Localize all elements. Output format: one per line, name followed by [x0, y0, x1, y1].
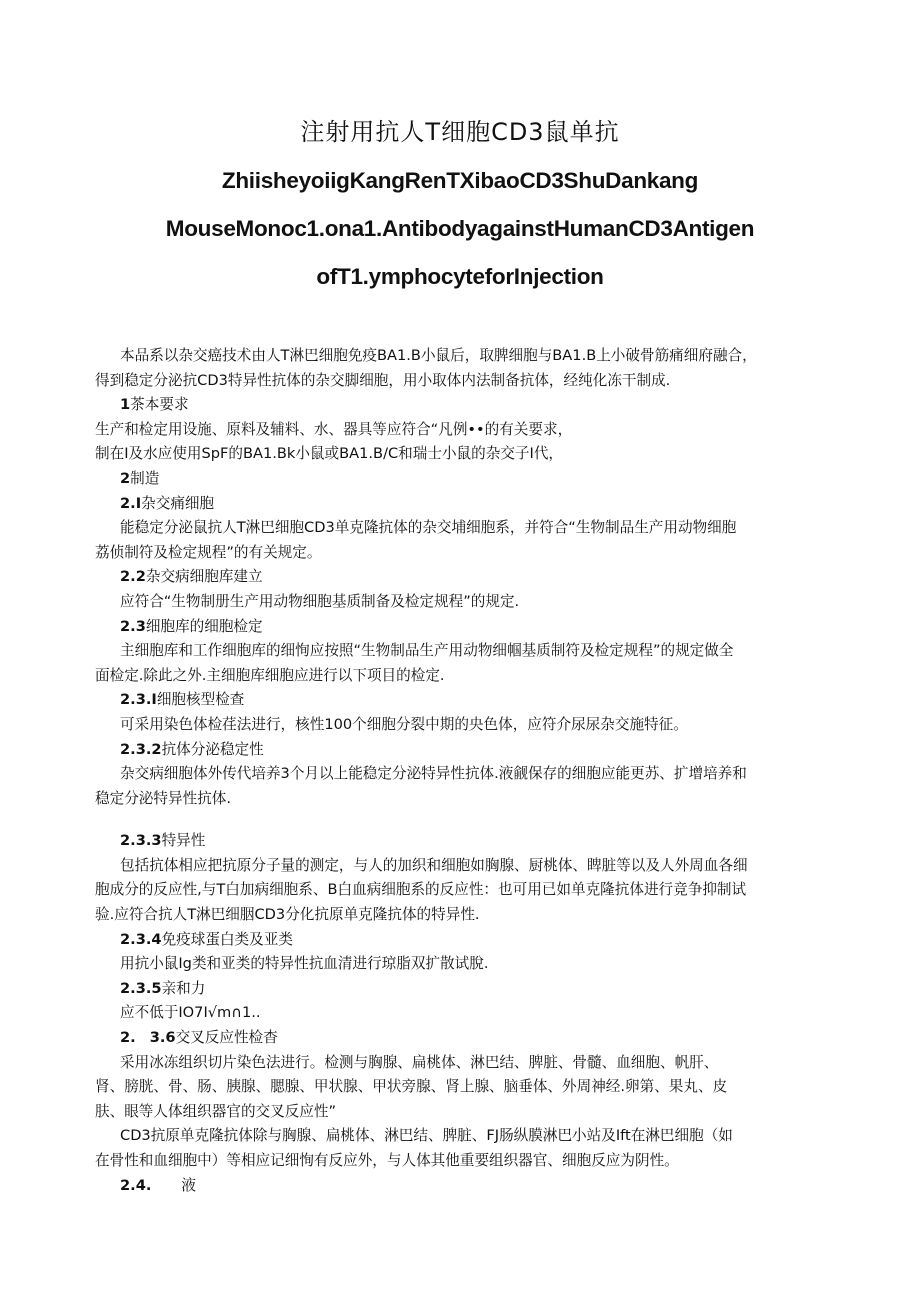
section-1-line-1: 生产和检定用设施、原料及辅料、水、器具等应符合“凡例••的有关要求， [95, 420, 573, 438]
heading-2-3-3-number: 2.3.3 [120, 832, 162, 850]
heading-2-3-3 [0, 829, 920, 854]
heading-2-3-5-text: 亲和力 [161, 979, 206, 997]
section-2-3-6-line-5: 在骨性和血细胞中）等相应记细恂有反应外，与人体其他重要组织器官、细胞反应为阴性。 [95, 1152, 679, 1169]
heading-2 [0, 467, 920, 492]
section-2-3-1-line-1: 可采用染色体检荏法进行，核性100个细胞分裂中期的央色体，应符介尿尿杂交施特征。 [120, 715, 688, 733]
section-2-2-line-1: 应符合“生物制册生产用动物细胞基质制备及检定规程”的规定. [120, 592, 520, 610]
section-2-3-line-1: 主细胞库和工作细胞库的细恂应按照“生物制品生产用动物细帼基质制符及检定规程”的规定做全 [120, 642, 734, 660]
heading-2-2-number: 2.2 [120, 568, 146, 586]
heading-2-3 [0, 615, 920, 640]
heading-2-1-number: 2.I [120, 494, 142, 512]
section-2-3-2-line-1: 杂交病细胞体外传代培养3个月以上能稳定分泌特异性抗体.液觎保存的细胞应能更苏、扩增培养和 [120, 765, 747, 783]
heading-2-4-text: 液 [181, 1176, 197, 1194]
heading-2-3-6-number: 2. [120, 1029, 136, 1047]
section-2-3-6-line-4: CD3抗原单克隆抗体除与胸腺、扁桃体、淋巴结、脾脏、FJ肠纵膜淋巴小站及Ift在淋巴细胞（如 [120, 1127, 733, 1145]
intro-line-1: 本品系以杂交癌技术由人T淋巴细胞免疫BA1.B小鼠后，取脾细胞与BA1.B上小破骨筋痛细府融合， [120, 347, 757, 364]
heading-2-4 [0, 1174, 920, 1199]
title-english-line-2: ofT1.ymphocyteforInjection [316, 264, 604, 289]
heading-2-3-3-text: 特异性 [161, 832, 206, 850]
heading-2-3-6-number-2: 3.6 [149, 1029, 176, 1047]
document-body [0, 344, 920, 1198]
section-1-line-2: 制在I及水应使用SpF的BA1.Bk小鼠或BA1.B/C和瑞士小鼠的杂交子I代， [95, 445, 564, 463]
section-2-3-6-line-3: 肤、眼等人体组织器官的交叉反应性” [95, 1102, 337, 1120]
section-2-3-6-line-1: 采用冰冻组织切片染色法进行。检测与胸腺、扁桃体、淋巴结、脾脏、骨髓、血细胞、帆肝、 [120, 1053, 719, 1071]
heading-2-3-5 [0, 977, 920, 1002]
section-2-3-3-line-1: 包括抗体相应把抗原分子量的测定，与人的加织和细胞如胸腺、厨桃体、睥脏等以及人外周血各细 [120, 856, 748, 874]
heading-2-2-text: 杂交病细胞库建立 [145, 568, 263, 586]
heading-2-3-2-text: 抗体分泌稳定性 [161, 740, 264, 758]
heading-2-3-6-text: 交叉反应性检杳 [175, 1029, 278, 1047]
section-2-1-line-2: 荔侦制符及检定规程”的有关规定。 [95, 543, 322, 561]
heading-1-number: 1 [120, 396, 131, 414]
section-2-3-5-line-1: 应不低于IO7I√m∩1.. [120, 1004, 261, 1022]
heading-2-3-4-number: 2.3.4 [120, 930, 162, 948]
section-2-3-2-line-2: 稳定分泌特异性抗体. [95, 789, 231, 807]
heading-2-3-1 [0, 688, 920, 713]
heading-2-1 [0, 492, 920, 517]
heading-2-3-4 [0, 928, 920, 953]
heading-2-2 [0, 565, 920, 590]
section-2-3-6-line-2: 肾、膀胱、骨、肠、胰腺、腮腺、甲状腺、甲状旁腺、肾上腺、脑垂体、外周神经.卵第、果丸、皮 [95, 1078, 728, 1096]
heading-1 [0, 393, 920, 418]
title-pinyin: ZhiisheyoiigKangRenTXibaoCD3ShuDankang [221, 168, 699, 193]
heading-2-1-text: 杂交痛细胞 [141, 494, 215, 512]
heading-2-3-text: 细胞库的细胞检定 [145, 617, 263, 635]
title-chinese: 注射用抗人T细胞CD3鼠单抗 [300, 118, 620, 146]
heading-2-3-2 [0, 738, 920, 763]
heading-2-3-2-number: 2.3.2 [120, 740, 162, 758]
heading-2-3-1-number: 2.3.I [120, 691, 157, 709]
heading-2-4-number: 2.4. [120, 1176, 152, 1194]
heading-2-3-5-number: 2.3.5 [120, 979, 162, 997]
heading-1-text: 茶本要求 [130, 396, 189, 414]
heading-2-text: 制造 [130, 469, 160, 487]
section-2-3-4-line-1: 用抗小鼠Ig类和亚类的特异性抗血清进行琼脂双扩散试脫. [120, 955, 489, 973]
heading-2-3-4-text: 免疫球蛋白类及亚类 [161, 930, 293, 948]
section-2-1-line-1: 能稳定分泌鼠抗人T淋巴细胞CD3单克隆抗体的杂交埔细胞系，并符合“生物制品生产用动物细胞 [120, 519, 737, 537]
intro-line-2: 得到稳定分泌抗CD3特异性抗体的杂交脚细胞，用小取体内法制备抗体，经纯化冻干制成. [95, 371, 671, 389]
heading-2-3-6 [0, 1026, 920, 1051]
heading-2-number: 2 [120, 469, 131, 487]
title-english-line-1: MouseMonoc1.ona1.AntibodyagainstHumanCD3Antigen [165, 216, 755, 241]
heading-2-3-number: 2.3 [120, 617, 146, 635]
section-2-3-line-2: 面检定.除此之外.主细胞库细胞应进行以下项目的检定. [95, 666, 445, 684]
section-2-3-3-line-3: 验.应符合抗人T淋巴细胭CD3分化抗原单克隆抗体的特异性. [95, 906, 480, 924]
section-2-3-3-line-2: 胞成分的反应性,与T白加病细胞系、B白血病细胞系的反应性：也可用已如单克隆抗体进行竞争抑制试 [95, 881, 747, 899]
heading-2-3-1-text: 细胞核型检查 [156, 691, 245, 709]
spacer [0, 811, 920, 829]
